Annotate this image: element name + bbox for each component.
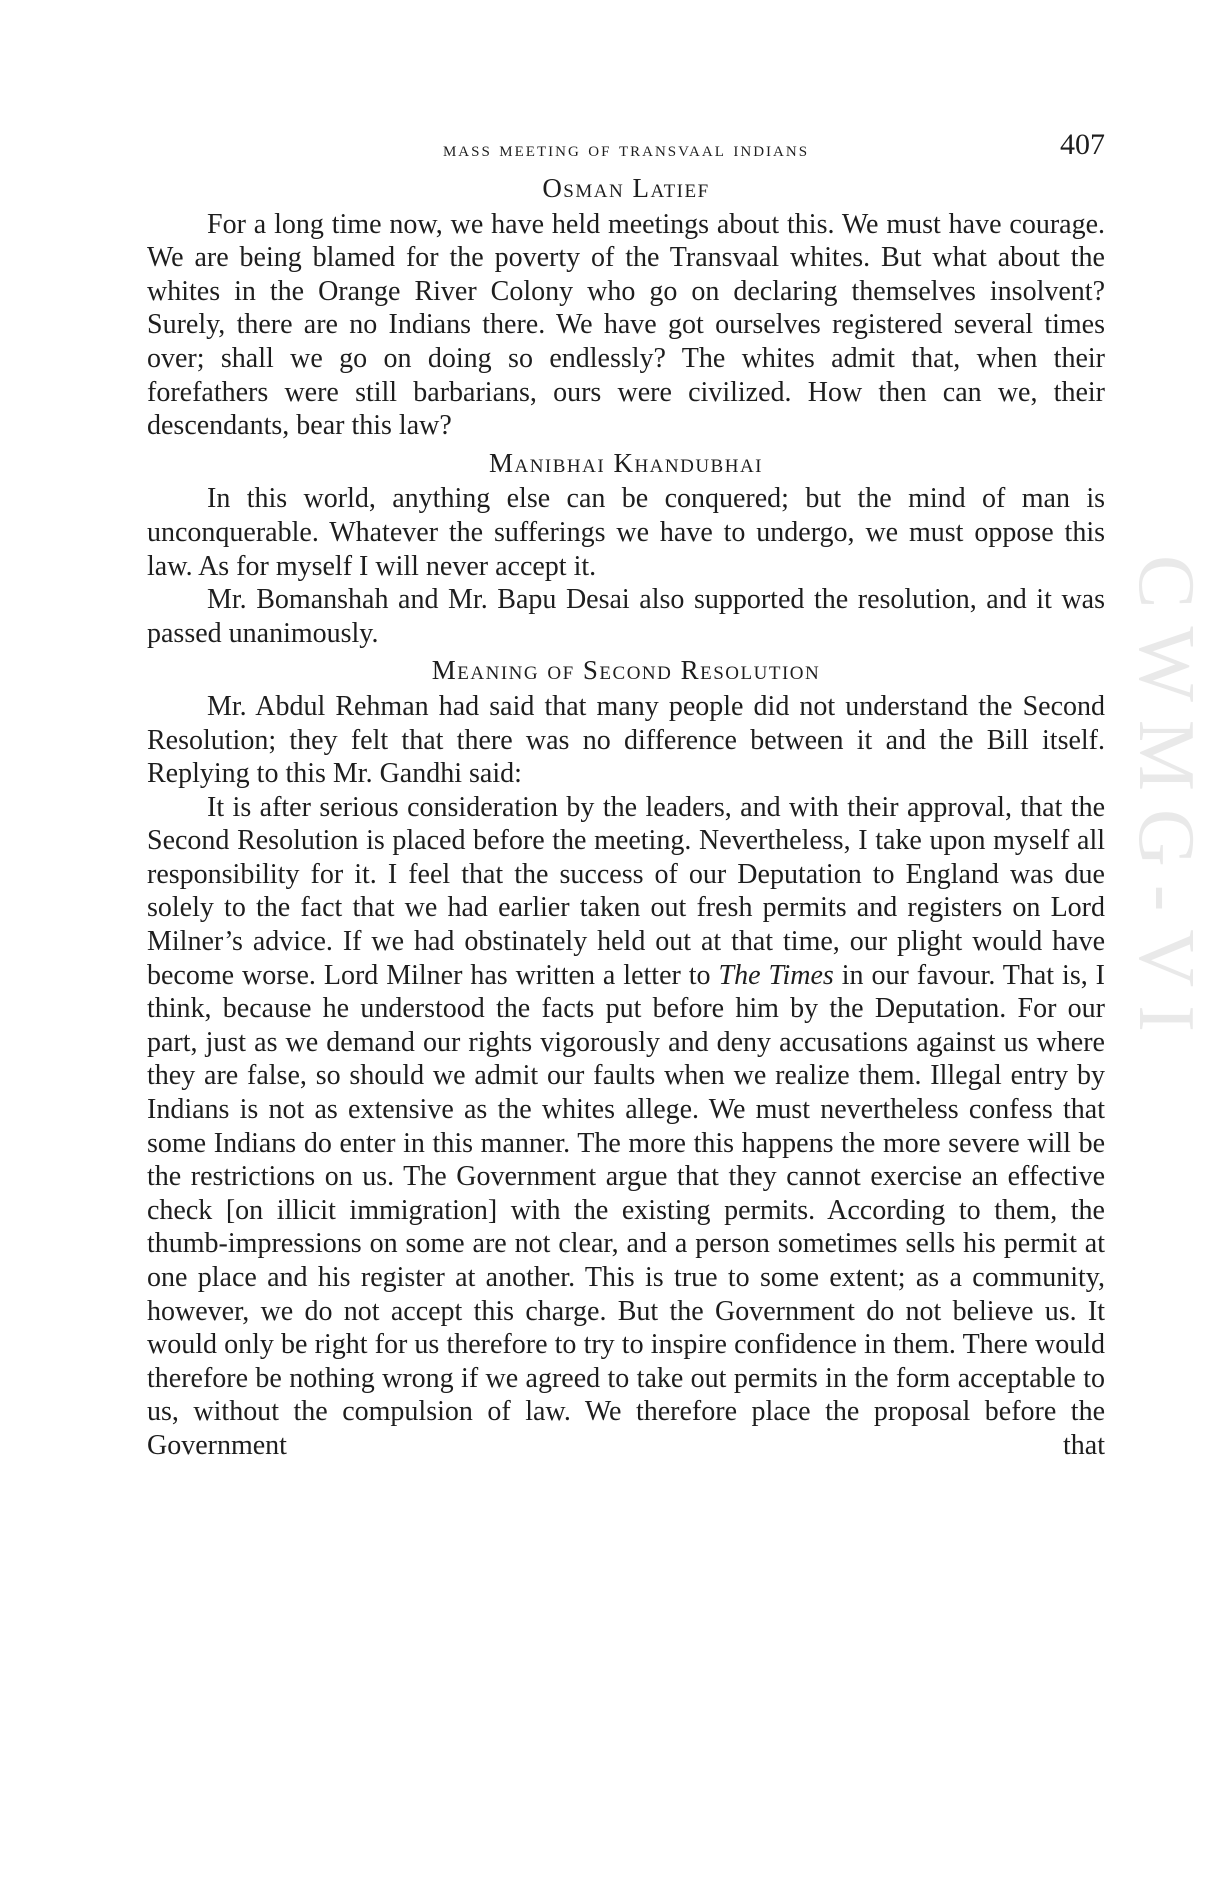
section-heading-manibhai-khandubhai: Manibhai Khandubhai [488, 447, 764, 478]
document-page [147, 128, 1105, 1463]
paragraph-osman-latief: For a long time now, we have held meetings about this. We must have courage. We are being blamed for the poverty of the Transvaal whites. But what about the whites in the Orange River Colony who go on declaring themselves insolvent? Surely, there are no Indians there. We have got ourselves registered several times over; shall we go on doing so endlessly? The whites admit that, when their forefathers were still barbarians, ours were civilized. How then can we, their descendants, bear this law? [147, 208, 1105, 442]
running-title: mass meeting of transvaal indians [442, 136, 810, 161]
paragraph-abdul-rehman: Mr. Abdul Rehman had said that many people did not understand the Second Resolution; they felt that there was no difference between it and the Bill itself. Replying to this Mr. Gandhi said: [147, 690, 1105, 790]
paragraph-gandhi-reply [147, 791, 1105, 1463]
section-heading-osman-latief: Osman Latief [542, 173, 710, 203]
paragraph-gandhi-reply-part1: It is after serious consideration by the leaders, and with their approval, that the Second Resolution is placed before the meeting. Nevertheless, I take upon myself all responsibility for it. I feel that the success of our Deputation to England was due solely to the fact that we had earlier taken out fresh permits and registers on Lord Milner’s advice. If we had obstinately held out at that time, our plight would have become worse. Lord Milner has written a letter to [147, 791, 1105, 991]
watermark: CWMG-VI [1122, 555, 1210, 1050]
paragraph-manibhai-khandubhai: In this world, anything else can be conquered; but the mind of man is unconquerable. Whatever the sufferings we have to undergo, we must oppose this law. As for myself I will never accept it. [147, 483, 1105, 582]
newspaper-title: The Times [718, 959, 834, 991]
page-number: 407 [1060, 128, 1105, 161]
section-heading-meaning-second-resolution: Meaning of Second Resolution [431, 655, 821, 686]
paragraph-resolution-passed: Mr. Bomanshah and Mr. Bapu Desai also supported the resolution, and it was passed unanimously. [147, 584, 1105, 649]
paragraph-gandhi-reply-part2: in our favour. That is, I think, because he understood the facts put before him by the Deputation. For our part, just as we demand our rights vigorously and deny accusations against us where they are false, so should we admit our faults when we realize them. Illegal entry by Indians is not as extensive as the whites allege. We must nevertheless confess that some Indians do enter in this manner. The more this happens the more severe will be the restrictions on us. The Government argue that they cannot exercise an effective check [on illicit immigration] with the existing permits. According to them, the thumb-impressions on some are not clear, and a person sometimes sells his permit at one place and his register at another. This is true to some extent; as a community, however, we do not accept this charge. But the Government do not believe us. It would only be right for us therefore to try to inspire confidence in them. There would therefore be nothing wrong if we agreed to take out permits in the form acceptable to us, without the compulsion of law. We therefore place the proposal before the Government that [147, 959, 1105, 1461]
running-head [147, 128, 1105, 168]
